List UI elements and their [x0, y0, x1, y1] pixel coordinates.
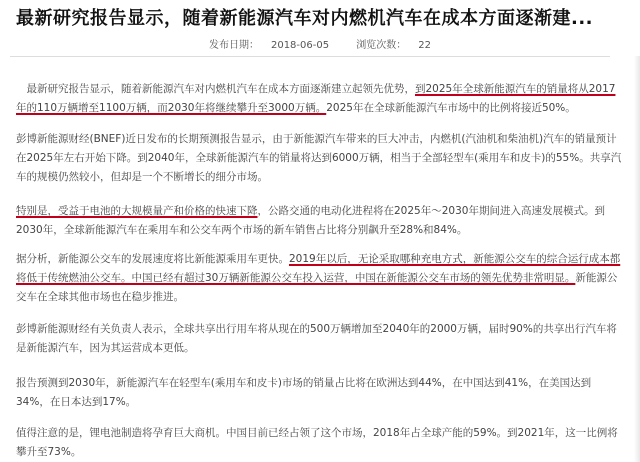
paragraph-4-highlight-2: 中国已经有超过30万辆新能源公交车投入运营，中国在新能源公交车市场的领先优势非常明显。 [131, 272, 576, 284]
view-count [350, 40, 437, 51]
paragraph-1-tail: 2025年在全球新能源汽车市场中的比例将接近50%。 [326, 102, 576, 114]
paragraph-5: 彭博新能源财经有关负责人表示，全球共享出行用车将从现在的500万辆增加至2040年的2000万辆，届时90%的共享出行汽车将是新能源汽车，因为其运营成本更低。 [16, 323, 617, 354]
paragraph-2: 彭博新能源财经(BNEF)近日发布的长期预测报告显示，由于新能源汽车带来的巨大冲击，内燃机(汽油机和柴油机)汽车的销量预计在2025年左右开始下降。到2040年，全球新能源汽车的销量将达到6000万辆，相当于全部轻型车(乘用车和皮卡)的55%。共享汽车的规模仍然较小，但却是一个不断增长的细分市场。 [16, 133, 622, 183]
article-title: 最新研究报告显示，随着新能源汽车对内燃机汽车在成本方面逐渐建... [16, 8, 594, 29]
paragraph-3 [16, 202, 622, 240]
publish-date-value: 2018-06-05 [270, 40, 330, 51]
paragraph-1-intro: 最新研究报告显示，随着新能源汽车对内燃机汽车在成本方面逐渐建立起领先优势， [26, 83, 415, 95]
paragraph-4-tail: 新能源公交车在全球其他市场也在稳步推进。 [16, 272, 618, 303]
paragraph-4-intro: 据分析，新能源公交车的发展速度将比新能源乘用车更快。 [16, 253, 289, 265]
paragraph-4 [16, 250, 622, 307]
article-meta [0, 36, 640, 51]
paragraph-3-tail: ，公路交通的电动化进程将在2025年～2030年期间进入高速发展模式。到2030年，全球新能源汽车在乘用车和公交车两个市场的新车销售占比将分别飙升至28%和84%。 [16, 205, 605, 236]
view-count-value: 22 [418, 40, 432, 51]
paragraph-7: 值得注意的是，锂电池制造将孕育巨大商机。中国目前已经占领了这个市场，2018年占全球产能的59%。到2021年，这一比例将攀升至73%。 [16, 427, 618, 458]
publish-date-label: 发布日期： [208, 40, 259, 51]
paragraph-4-highlight-1: 2019年以后，无论采取哪种充电方式，新能源公交车的综合运行成本都将低于传统燃油公交车。 [16, 253, 621, 284]
publish-date [203, 40, 335, 51]
paragraph-1-highlight: 到2025年全球新能源汽车的销量将从2017年的110万辆增至1100万辆，而2030年将继续攀升至3000万辆。 [16, 83, 616, 114]
header-divider [10, 56, 610, 57]
view-count-label: 浏览次数： [356, 40, 407, 51]
page-edge-shadow [634, 56, 640, 462]
paragraph-1 [16, 80, 622, 118]
paragraph-3-lead: 特别是 [16, 205, 48, 217]
paragraph-6: 报告预测到2030年，新能源汽车在轻型车(乘用车和皮卡)市场的销量占比将在欧洲达到44%，在中国达到41%，在美国达到34%，在日本达到17%。 [16, 377, 592, 408]
paragraph-3-highlight: ，受益于电池的大规模量产和价格的快速下降 [47, 205, 258, 217]
